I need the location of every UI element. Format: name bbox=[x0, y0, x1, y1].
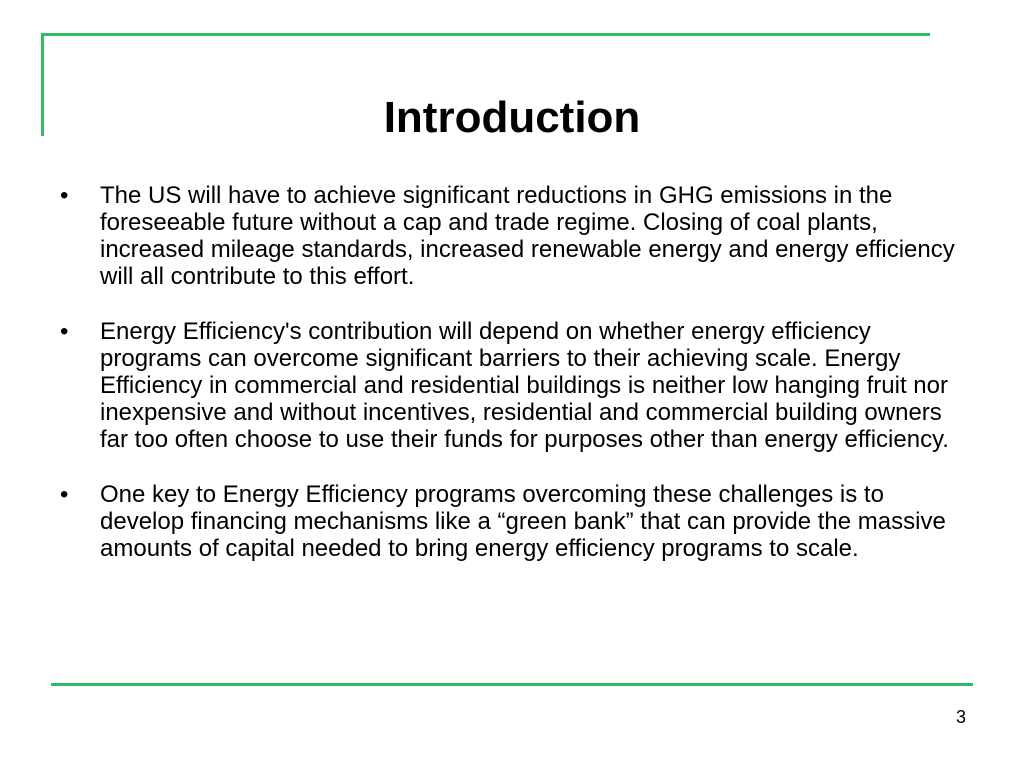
bullet-text: One key to Energy Efficiency programs overcoming these challenges is to develop financing mechanisms like a “green bank” that can provide the massive amounts of capital needed to bring energy efficiency programs to scale. bbox=[100, 481, 946, 562]
bullet-dot-icon: • bbox=[60, 481, 69, 508]
bullet-dot-icon: • bbox=[60, 318, 69, 345]
bullet-text: The US will have to achieve significant reductions in GHG emissions in the foreseeable future without a cap and trade regime. Closing of coal plants, increased mileage standards, increased renewable energy and energy efficiency will all contribute to this effort. bbox=[100, 182, 955, 290]
bullet-list bbox=[60, 182, 970, 590]
bullet-text: Energy Efficiency's contribution will depend on whether energy efficiency programs can overcome significant barriers to their achieving scale. Energy Efficiency in commercial and residential buildings is neither low hanging fruit nor inexpensive and without incentives, residential and commercial building owners far too often choose to use their funds for purposes other than energy efficiency. bbox=[100, 318, 949, 453]
bullet-item bbox=[60, 182, 970, 290]
page-number: 3 bbox=[955, 707, 966, 727]
bullet-item bbox=[60, 481, 970, 562]
bullet-item bbox=[60, 318, 970, 453]
bullet-dot-icon: • bbox=[60, 182, 69, 209]
top-accent-rule bbox=[41, 33, 930, 36]
bottom-accent-rule bbox=[51, 683, 973, 686]
slide-title: Introduction bbox=[383, 93, 641, 142]
